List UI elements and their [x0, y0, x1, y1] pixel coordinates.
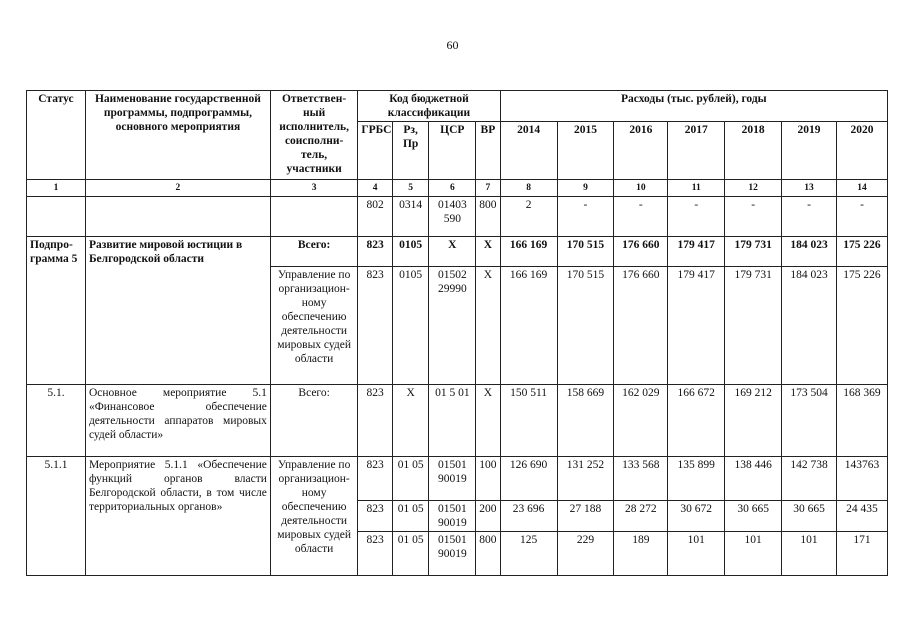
header-row-1	[27, 91, 888, 122]
cell-value: 162 029	[614, 385, 668, 457]
cell-grbs: 823	[358, 457, 393, 501]
cell-value: 135 899	[668, 457, 725, 501]
header-year-2016: 2016	[614, 122, 668, 180]
cell-value: 175 226	[836, 267, 887, 385]
cell-grbs: 823	[358, 532, 393, 576]
header-responsible: Ответствен-ный исполнитель, соисполни-тель, участники	[270, 91, 357, 180]
col-index: 4	[358, 180, 393, 197]
cell-value: 166 169	[500, 237, 557, 267]
cell-value: 133 568	[614, 457, 668, 501]
cell-rz: 01 05	[392, 501, 429, 532]
cell-value: 30 672	[668, 501, 725, 532]
cell-value: 171	[836, 532, 887, 576]
table-row-prev	[27, 197, 888, 237]
cell-vr: 200	[476, 501, 500, 532]
cell-value: -	[668, 197, 725, 237]
cell-name: Мероприятие 5.1.1 «Обеспечение функций органов власти Белгородской области, в том числе территориальных органов»	[85, 457, 270, 576]
cell-name: Основное мероприятие 5.1 «Финансовое обеспечение деятельности аппаратов мировых судей области»	[85, 385, 270, 457]
cell-value: 168 369	[836, 385, 887, 457]
cell-status: 5.1.1	[27, 457, 86, 576]
cell-csr: 01501 90019	[429, 457, 476, 501]
cell-value: 169 212	[725, 385, 782, 457]
cell-grbs: 823	[358, 267, 393, 385]
cell-status: 5.1.	[27, 385, 86, 457]
cell-value: 138 446	[725, 457, 782, 501]
col-index: 6	[429, 180, 476, 197]
column-index-row	[27, 180, 888, 197]
col-index: 13	[782, 180, 837, 197]
cell-csr: Х	[429, 237, 476, 267]
cell-rz: 0314	[392, 197, 429, 237]
table-row-measure-5-1	[27, 385, 888, 457]
header-year-2020: 2020	[836, 122, 887, 180]
cell-vr: 100	[476, 457, 500, 501]
cell-value: 24 435	[836, 501, 887, 532]
cell-value: 170 515	[557, 237, 614, 267]
cell-value: 23 696	[500, 501, 557, 532]
page-number: 60	[446, 38, 459, 52]
col-index: 5	[392, 180, 429, 197]
cell-rz: 01 05	[392, 532, 429, 576]
cell-rz: 01 05	[392, 457, 429, 501]
cell-value: 176 660	[614, 237, 668, 267]
col-index: 8	[500, 180, 557, 197]
col-index: 3	[270, 180, 357, 197]
header-year-2018: 2018	[725, 122, 782, 180]
cell-value: 30 665	[782, 501, 837, 532]
cell-value: 101	[782, 532, 837, 576]
cell-value: 184 023	[782, 267, 837, 385]
cell-csr: 01502 29990	[429, 267, 476, 385]
empty-cell	[85, 197, 270, 237]
cell-value: 179 731	[725, 237, 782, 267]
empty-cell	[270, 197, 357, 237]
cell-value: 229	[557, 532, 614, 576]
cell-value: 101	[725, 532, 782, 576]
cell-grbs: 823	[358, 385, 393, 457]
cell-value: -	[782, 197, 837, 237]
cell-vr: Х	[476, 267, 500, 385]
cell-value: 131 252	[557, 457, 614, 501]
cell-status: Подпро-грамма 5	[27, 237, 86, 385]
header-budget-code: Код бюджетной классификации	[358, 91, 500, 122]
cell-rz: Х	[392, 385, 429, 457]
cell-grbs: 802	[358, 197, 393, 237]
cell-value: 166 169	[500, 267, 557, 385]
cell-value: 126 690	[500, 457, 557, 501]
col-index: 14	[836, 180, 887, 197]
cell-value: 166 672	[668, 385, 725, 457]
header-year-2015: 2015	[557, 122, 614, 180]
header-year-2017: 2017	[668, 122, 725, 180]
cell-vr: 800	[476, 532, 500, 576]
cell-value: 30 665	[725, 501, 782, 532]
cell-value: 143763	[836, 457, 887, 501]
cell-vr: Х	[476, 237, 500, 267]
header-grbs: ГРБС	[358, 122, 393, 180]
header-vr: ВР	[476, 122, 500, 180]
header-status: Статус	[27, 91, 86, 180]
cell-value: 142 738	[782, 457, 837, 501]
cell-value: -	[614, 197, 668, 237]
cell-csr: 01501 90019	[429, 501, 476, 532]
header-name: Наименование государственной программы, подпрограммы, основного мероприятия	[85, 91, 270, 180]
cell-value: 101	[668, 532, 725, 576]
col-index: 9	[557, 180, 614, 197]
cell-value: 173 504	[782, 385, 837, 457]
cell-value: 2	[500, 197, 557, 237]
cell-csr: 01501 90019	[429, 532, 476, 576]
cell-responsible: Управление по организацион-ному обеспечению деятельности мировых судей области	[270, 267, 357, 385]
cell-value: 189	[614, 532, 668, 576]
cell-csr: 01403 590	[429, 197, 476, 237]
header-csr: ЦСР	[429, 122, 476, 180]
cell-value: -	[836, 197, 887, 237]
cell-value: 179 417	[668, 267, 725, 385]
cell-responsible: Управление по организацион-ному обеспечению деятельности мировых судей области	[270, 457, 357, 576]
cell-responsible: Всего:	[270, 385, 357, 457]
cell-value: -	[557, 197, 614, 237]
cell-rz: 0105	[392, 237, 429, 267]
col-index: 7	[476, 180, 500, 197]
cell-name: Развитие мировой юстиции в Белгородской области	[85, 237, 270, 385]
cell-value: 150 511	[500, 385, 557, 457]
col-index: 11	[668, 180, 725, 197]
table-row-subprogram5-total	[27, 237, 888, 267]
cell-value: 27 188	[557, 501, 614, 532]
cell-value: 170 515	[557, 267, 614, 385]
header-expenses: Расходы (тыс. рублей), годы	[500, 91, 887, 122]
cell-csr: 01 5 01	[429, 385, 476, 457]
cell-value: 176 660	[614, 267, 668, 385]
col-index: 2	[85, 180, 270, 197]
cell-value: 184 023	[782, 237, 837, 267]
cell-grbs: 823	[358, 237, 393, 267]
cell-vr: Х	[476, 385, 500, 457]
col-index: 10	[614, 180, 668, 197]
cell-value: 125	[500, 532, 557, 576]
cell-value: -	[725, 197, 782, 237]
col-index: 12	[725, 180, 782, 197]
header-year-2019: 2019	[782, 122, 837, 180]
cell-responsible: Всего:	[270, 237, 357, 267]
cell-value: 175 226	[836, 237, 887, 267]
table-row-measure-5-1-1	[27, 457, 888, 501]
cell-value: 158 669	[557, 385, 614, 457]
header-rz: Рз, Пр	[392, 122, 429, 180]
cell-grbs: 823	[358, 501, 393, 532]
cell-rz: 0105	[392, 267, 429, 385]
cell-value: 179 417	[668, 237, 725, 267]
empty-cell	[27, 197, 86, 237]
cell-value: 28 272	[614, 501, 668, 532]
cell-value: 179 731	[725, 267, 782, 385]
budget-table	[26, 90, 888, 576]
col-index: 1	[27, 180, 86, 197]
header-year-2014: 2014	[500, 122, 557, 180]
cell-vr: 800	[476, 197, 500, 237]
